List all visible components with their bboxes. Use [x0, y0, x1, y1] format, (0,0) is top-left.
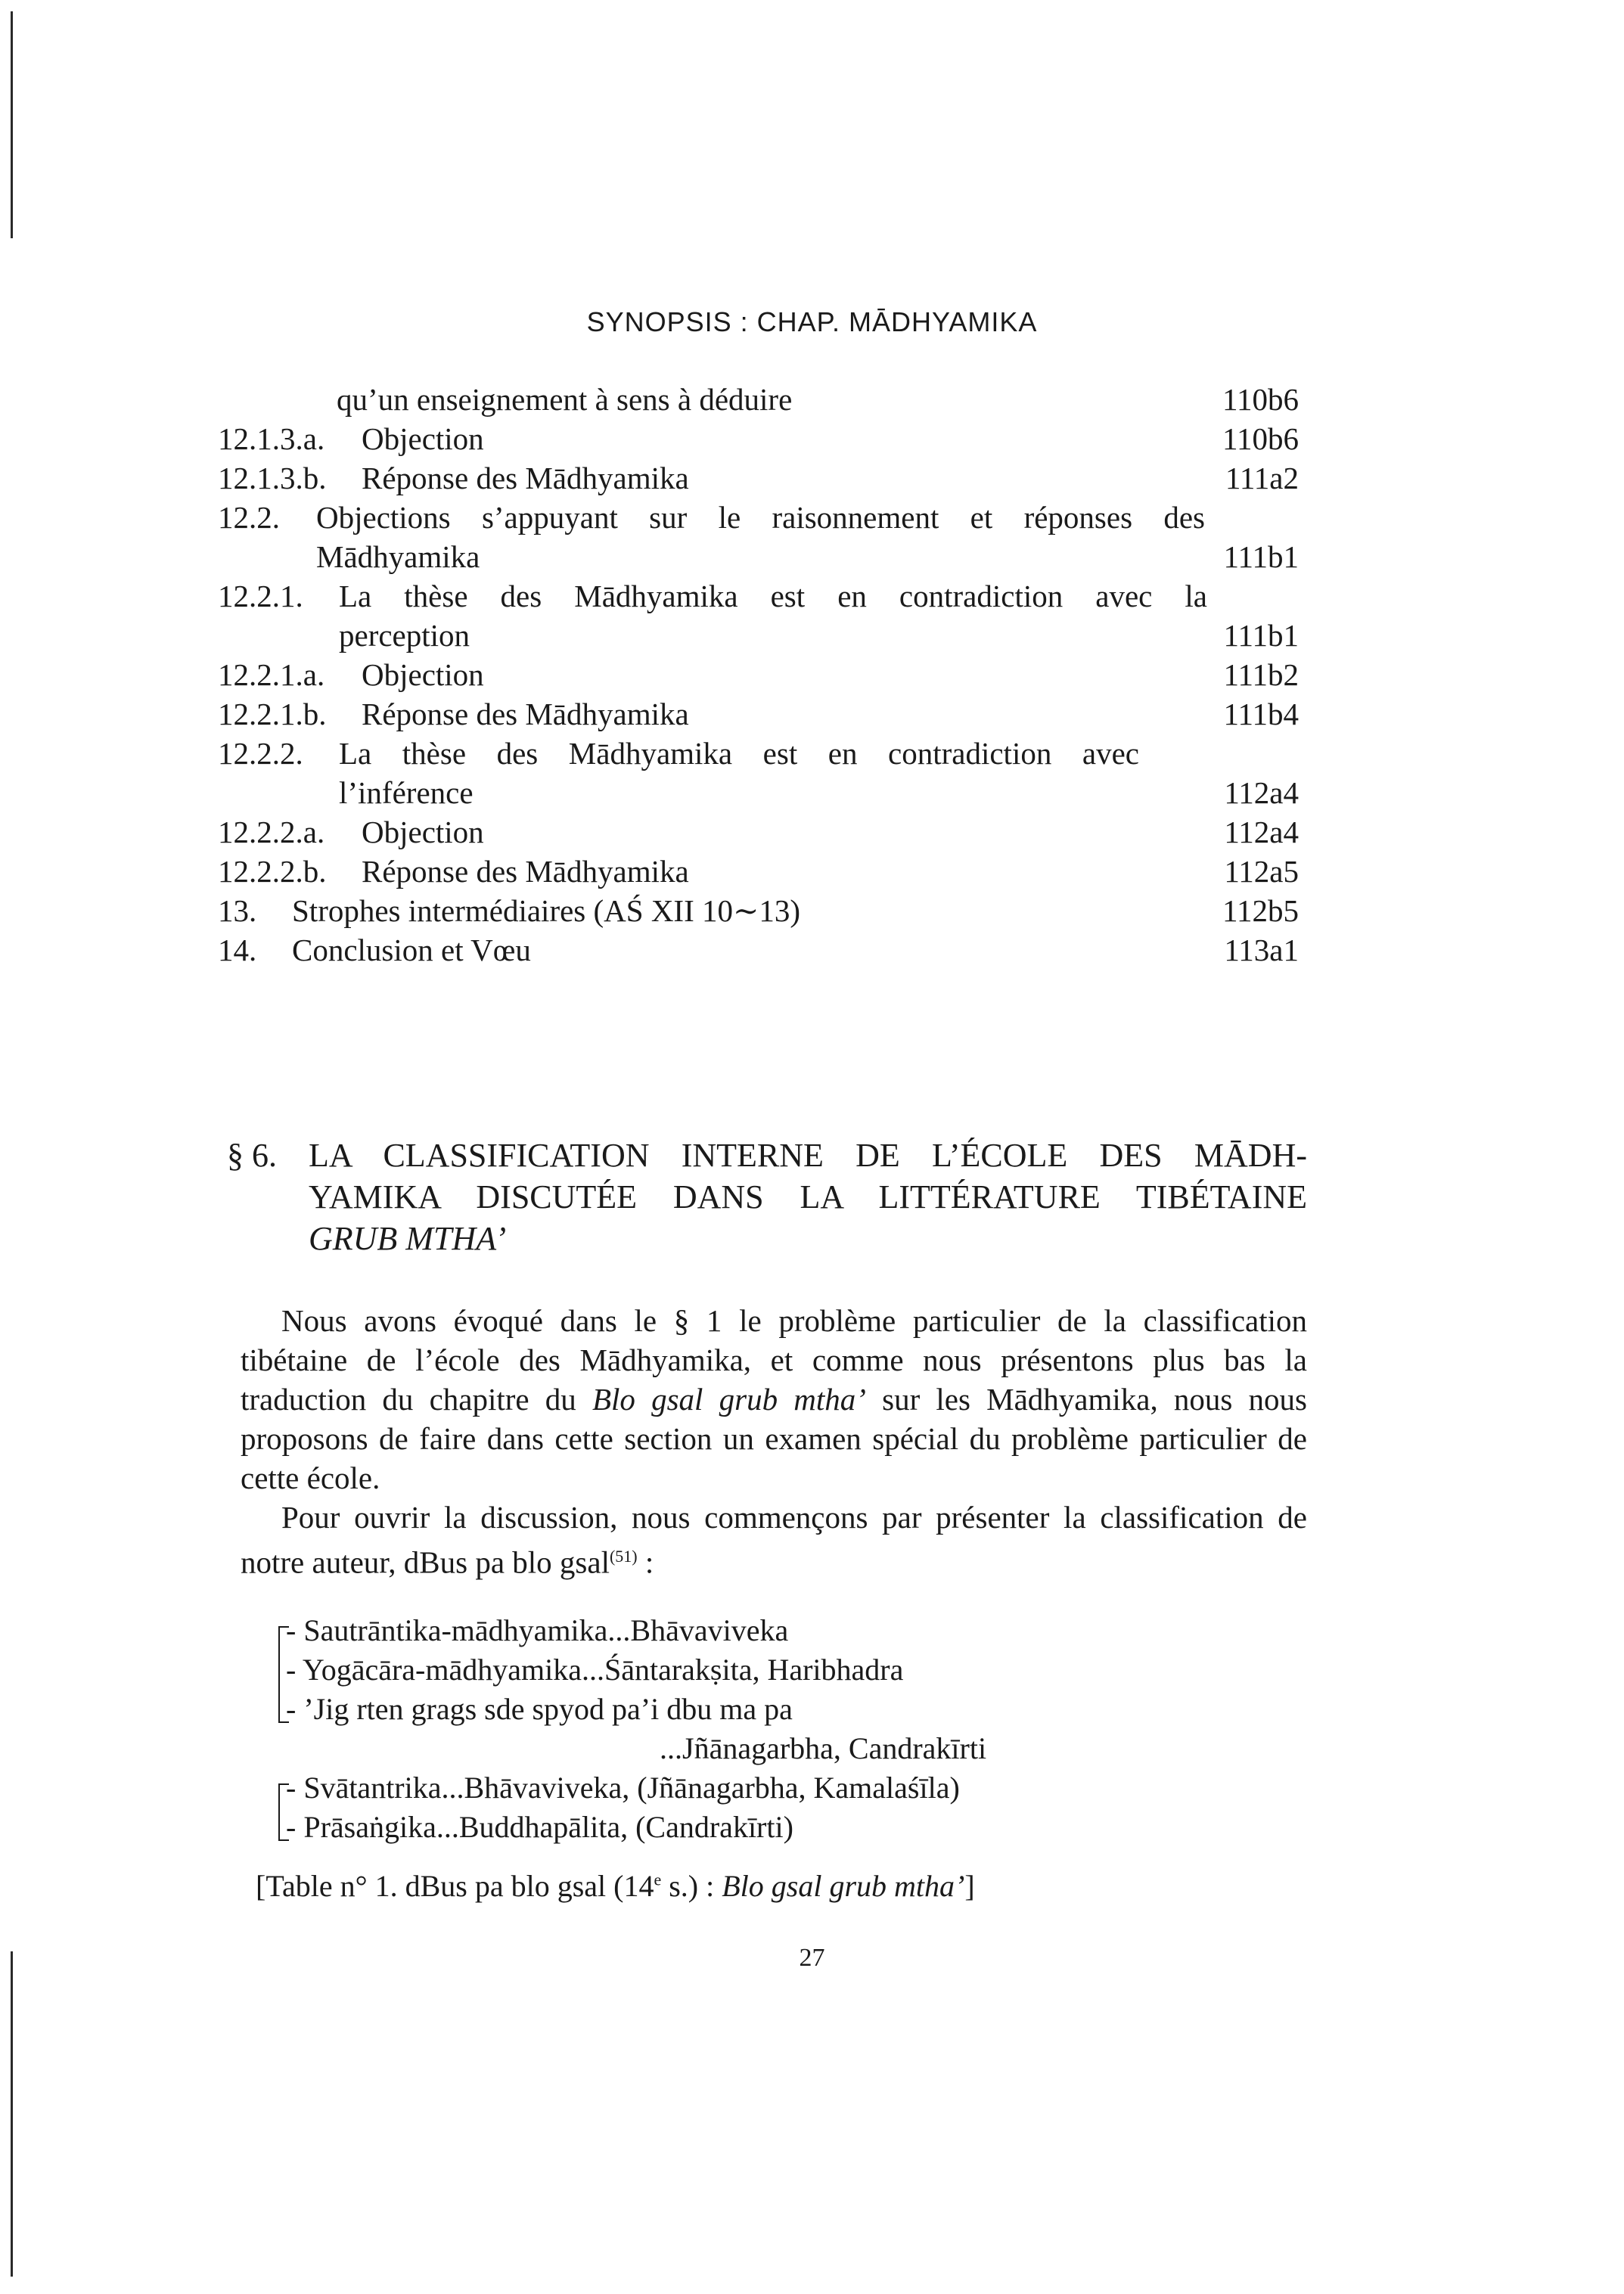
toc-row	[0, 891, 1624, 930]
toc-row	[0, 773, 1624, 812]
toc-row	[0, 419, 1624, 458]
toc-title: La thèse des Mādhyamika est en contradiction avec	[339, 736, 1139, 771]
toc-page: 111b4	[1223, 697, 1299, 731]
section-number: § 6.	[227, 1137, 277, 1174]
toc-number: 12.2.2.	[218, 736, 303, 771]
toc-row	[0, 498, 1624, 537]
toc-number: 12.2.1.a.	[218, 657, 325, 692]
table-entry-continuation: ...Jñānagarbha, Candrakīrti	[660, 1731, 987, 1765]
toc-row	[0, 694, 1624, 734]
toc-number: 12.2.1.b.	[218, 697, 327, 731]
toc-page: 111b2	[1223, 657, 1299, 692]
table-entry: - ’Jig rten grags sde spyod pa’i dbu ma pa	[286, 1692, 793, 1726]
toc-title: qu’un enseignement à sens à déduire	[337, 382, 793, 417]
toc-page: 113a1	[1224, 933, 1299, 967]
toc-title: La thèse des Mādhyamika est en contradiction avec la	[339, 579, 1207, 613]
table-entry: - Yogācāra-mādhyamika...Śāntarakṣita, Haribhadra	[286, 1653, 904, 1687]
paragraph: Pour ouvrir la discussion, nous commençons par présenter la classification de notre auteur, dBus pa blo gsal$^{(51)}$ :	[241, 1500, 1307, 1580]
toc-number: 12.2.	[218, 500, 280, 535]
page-number: 27	[799, 1944, 825, 1972]
toc-page: 112a4	[1224, 815, 1299, 849]
table-entry: - Sautrāntika-mādhyamika...Bhāvaviveka	[286, 1613, 789, 1647]
toc-title: Objection	[362, 815, 484, 849]
toc-row	[0, 616, 1624, 655]
toc-title: Objections s’appuyant sur le raisonnement et réponses des	[316, 500, 1205, 535]
bracket-group-1	[278, 1626, 280, 1723]
toc-row	[0, 537, 1624, 576]
section-title-line-1: LA CLASSIFICATION INTERNE DE L’ÉCOLE DES MĀDH-	[309, 1137, 1307, 1174]
toc-title: Mādhyamika	[316, 539, 480, 574]
toc-page: 112b5	[1222, 893, 1299, 928]
toc-page: 110b6	[1222, 421, 1299, 456]
paragraph: Nous avons évoqué dans le § 1 le problème particulier de la classification tibétaine de l’école des Mādhyamika, et comme nous présentons plus bas la traduction du chapitre du Blo gsal grub mtha’ sur les Mādhyamika, nous nous proposons de faire dans cette section un examen spécial du problème particulier de cette école.	[241, 1303, 1307, 1495]
work-title: Blo gsal grub mtha’	[592, 1382, 866, 1417]
toc-number: 14.	[218, 933, 257, 967]
toc-number: 12.2.2.b.	[218, 854, 327, 889]
toc-row	[0, 734, 1624, 773]
toc-number: 13.	[218, 893, 257, 928]
running-header: SYNOPSIS : CHAP. MĀDHYAMIKA	[586, 306, 1038, 337]
footnote-ref: (51)	[609, 1547, 638, 1566]
toc-number: 12.2.1.	[218, 579, 303, 613]
toc-title: Objection	[362, 657, 484, 692]
scan-edge-bottom	[11, 1951, 13, 2277]
toc-page: 111b1	[1223, 618, 1299, 653]
toc-row	[0, 852, 1624, 891]
toc-page: 112a5	[1224, 854, 1299, 889]
section-title-line-3: GRUB MTHA’	[309, 1220, 507, 1257]
toc-number: 12.1.3.a.	[218, 421, 325, 456]
toc-page: 111b1	[1223, 539, 1299, 574]
body-text	[241, 1301, 1307, 1582]
table-entry: - Prāsaṅgika...Buddhapālita, (Candrakīrti)	[286, 1810, 793, 1844]
toc-row	[0, 458, 1624, 498]
scan-edge-top	[11, 11, 13, 238]
bracket-group-2	[278, 1783, 280, 1841]
toc-row	[0, 655, 1624, 694]
toc-row	[0, 380, 1624, 419]
toc-title: Réponse des Mādhyamika	[362, 461, 689, 495]
toc-title: perception	[339, 618, 470, 653]
toc-number: 12.1.3.b.	[218, 461, 327, 495]
toc-title: l’inférence	[339, 775, 474, 810]
toc-page: 111a2	[1225, 461, 1299, 495]
section-title-line-2: YAMIKA DISCUTÉE DANS LA LITTÉRATURE TIBÉTAINE	[309, 1178, 1307, 1215]
toc-title: Conclusion et Vœu	[292, 933, 531, 967]
toc-title: Réponse des Mādhyamika	[362, 854, 689, 889]
toc-row	[0, 930, 1624, 970]
toc-row	[0, 812, 1624, 852]
toc-row	[0, 576, 1624, 616]
toc-page: 112a4	[1224, 775, 1299, 810]
toc-title: Réponse des Mādhyamika	[362, 697, 689, 731]
table-entry: - Svātantrika...Bhāvaviveka, (Jñānagarbha, Kamalaśīla)	[286, 1771, 960, 1805]
toc-title: Objection	[362, 421, 484, 456]
toc-number: 12.2.2.a.	[218, 815, 325, 849]
toc-title: Strophes intermédiaires (AŚ XII 10∼13)	[292, 893, 800, 928]
table-caption: [Table n° 1. dBus pa blo gsal (14e s.) : Blo gsal grub mtha’]	[256, 1869, 975, 1903]
toc-page: 110b6	[1222, 382, 1299, 417]
